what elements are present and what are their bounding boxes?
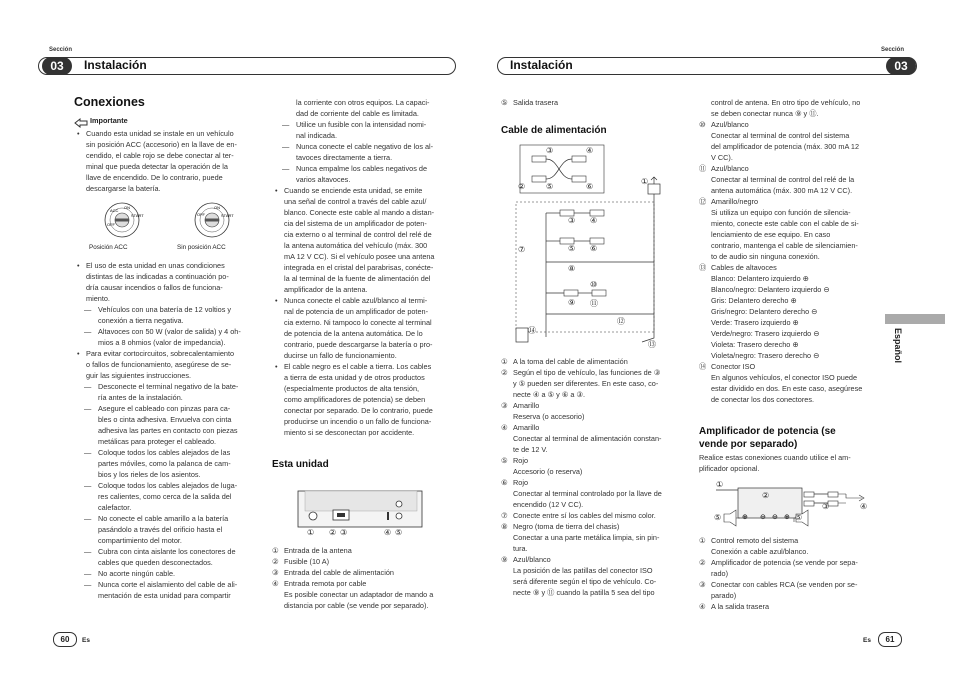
col2-line: — Nunca conecte el cable negativo de los al-	[272, 141, 462, 152]
col1b-line: bios y los rieles de los asientos.	[98, 470, 201, 479]
col1b-line: • El uso de esta unidad en unas condiciones	[74, 260, 264, 271]
col1b-line: — Desconecte el terminal negativo de la bate-	[74, 381, 264, 392]
col1-line: llave de encendido. De lo contrario, puede	[86, 173, 223, 182]
col1b-line: ría antes de la instalación.	[98, 393, 183, 402]
pc-label-2: ②	[518, 182, 526, 191]
col2-line: de potencia de la antena automática. De lo	[284, 329, 423, 338]
item-line: Amarillo/negro	[711, 197, 759, 206]
col2-line: cia externo o al terminal de control del relé de	[284, 230, 432, 239]
key-no-acc-illustration	[194, 202, 234, 238]
item-line: Reserva (o accesorio)	[513, 412, 585, 421]
col2-line: una señal de control a través del cable azul/	[284, 197, 427, 206]
svg-text:ON: ON	[124, 205, 130, 210]
col2-line: conectar por separado. De lo contrario, puede	[284, 406, 433, 415]
svg-text:⊕: ⊕	[742, 514, 748, 521]
pc-label-6b: ⑥	[590, 244, 598, 253]
item-line: contrario, mantenga el cable de silenciamien-	[711, 241, 858, 250]
item-line: Amarillo	[513, 423, 540, 432]
list-item	[699, 557, 885, 579]
col2-line: cia del sistema de un amplificador de poten-	[284, 219, 427, 228]
unit-item-text: Fusible (10 A)	[284, 557, 330, 566]
key-acc-illustration	[104, 202, 144, 238]
item-line: antena automática (máx. 300 mA 12 V CC).	[711, 186, 853, 195]
item-number: ②	[699, 558, 706, 567]
item-line: to de audio sin ninguna conexión.	[711, 252, 820, 261]
col2-line: • Cuando se enciende esta unidad, se emite	[272, 185, 462, 196]
svg-text:⊖: ⊖	[772, 514, 778, 521]
col1b-line: — Nunca corte el aislamiento del cable de ali-	[74, 579, 264, 590]
svg-text:OFF: OFF	[107, 222, 115, 227]
item-line: Cables de altavoces	[711, 263, 777, 272]
amplifier-heading	[699, 425, 889, 451]
item-line: y ⑤ pueden ser diferentes. En este caso, co-	[513, 379, 659, 388]
col2-line: amplificador de la antena.	[284, 285, 368, 294]
list-item	[501, 356, 691, 367]
important-icon	[74, 115, 88, 125]
pc-label-4b: ④	[590, 216, 598, 225]
amp-intro-line2: plificador opcional.	[699, 464, 760, 473]
item-line: Violeta/negro: Trasero derecho ⊖	[711, 351, 820, 360]
amp-label-4: ④	[860, 502, 868, 511]
pc-label-5a: ⑤	[546, 182, 554, 191]
col2-line: la antena automática del vehículo (máx. 300	[284, 241, 428, 250]
amp-label-5b: ⑤	[795, 513, 803, 522]
item-line: encendido (12 V CC).	[513, 500, 584, 509]
list-item	[501, 521, 691, 554]
unit-item-text: Entrada del cable de alimentación	[284, 568, 394, 577]
section-label-left: Sección	[49, 47, 73, 53]
pc-label-11: ⑪	[590, 299, 598, 308]
col2-line: a tierra de esta unidad y de otros productos	[284, 373, 425, 382]
col2-line: la al terminal de la fuente de alimentación del	[284, 274, 431, 283]
item-number: ⑦	[501, 511, 508, 520]
col1b-line: res calientes, como cerca de la salida del	[98, 492, 232, 501]
col1b-line: metálicas para proteger el cableado.	[98, 437, 217, 446]
amp-label-1: ①	[716, 480, 724, 489]
amplifier-heading-line1: Amplificador de potencia (se	[699, 426, 836, 437]
item-number: ③	[699, 580, 706, 589]
pc-label-1: ①	[641, 177, 649, 186]
unit-item-number: ③	[272, 568, 279, 577]
item-line: Si utiliza un equipo con función de silencia-	[711, 208, 851, 217]
list-item	[501, 367, 691, 400]
list-item	[501, 422, 691, 455]
list-item	[699, 579, 885, 601]
pc-label-12: ⑫	[617, 317, 625, 326]
pc-label-4a: ④	[586, 146, 594, 155]
page-number-left: 60	[53, 632, 77, 647]
item-number: ⑬	[699, 263, 707, 272]
col2-text	[272, 97, 462, 438]
item-number: ④	[699, 602, 706, 611]
col1b-line: — Vehículos con una batería de 12 voltios y	[74, 304, 264, 315]
col2-line: tavoces directamente a tierra.	[296, 153, 393, 162]
pc-label-8: ⑧	[568, 264, 576, 273]
pc-label-3: ③	[546, 146, 554, 155]
col1b-line: adhesiva las partes en contacto con piezas	[98, 426, 238, 435]
unit-label-2: ②	[329, 528, 337, 537]
svg-text:OFF: OFF	[197, 212, 205, 217]
amp-label-3: ③	[822, 502, 830, 511]
item-line: miento, conecte este cable con el cable de si-	[711, 219, 859, 228]
list-item	[699, 601, 885, 612]
item-line: Rojo	[513, 456, 529, 465]
amp-intro-line1: Realice estas conexiones cuando utilice el am-	[699, 453, 851, 462]
item-number: ⑧	[501, 522, 508, 531]
item-number: ⑥	[501, 478, 508, 487]
item-line: Violeta: Trasero derecho ⊕	[711, 340, 799, 349]
list-item	[699, 119, 885, 163]
rear-output-text: Salida trasera	[513, 98, 559, 107]
rear-output-number: ⑤	[501, 98, 508, 107]
item-line: será diferente según el tipo de vehículo. Co-	[513, 577, 657, 586]
col1b-line: — No acorte ningún cable.	[74, 568, 264, 579]
item-number: ①	[501, 357, 508, 366]
section-number-left: 03	[42, 57, 72, 75]
item-line: Conecte entre sí los cables del mismo color.	[513, 511, 656, 520]
acc-position-label: Posición ACC	[89, 244, 128, 251]
unit-note-line: Es posible conectar un adaptador de mando a	[284, 590, 434, 599]
power-cable-heading: Cable de alimentación	[501, 125, 607, 136]
col2-line: blanco. Conecte este cable al mando a distan-	[284, 208, 435, 217]
svg-text:START: START	[131, 213, 144, 218]
unit-item-number: ①	[272, 546, 279, 555]
unit-item	[272, 567, 462, 578]
col1b-line: • Para evitar cortocircuitos, sobrecalentamiento	[74, 348, 264, 359]
section-number-right: 03	[886, 57, 916, 75]
amplifier-intro	[699, 452, 885, 474]
unit-note-line: distancia por cable (se vende por separado).	[284, 601, 429, 610]
col2-line: varios altavoces.	[296, 175, 351, 184]
item-line: Conectar al terminal de control del relé de la	[711, 175, 855, 184]
language-side-tab	[885, 314, 945, 324]
item-number: ①	[699, 536, 706, 545]
col1-line: cendido, el cable rojo se debe conectar al ter-	[86, 151, 234, 160]
connections-heading: Conexiones	[74, 95, 145, 109]
list-item	[699, 196, 885, 262]
list-item	[699, 535, 885, 557]
item-line: necte ④ a ⑤ y ⑥ a ③.	[513, 390, 585, 399]
col1b-line: pasándolo a través del orificio hasta el	[98, 525, 223, 534]
item-line: Azul/blanco	[513, 555, 551, 564]
col2-line: ducirse un fallo de funcionamiento.	[284, 351, 397, 360]
item-line: Verde/negro: Trasero izquierdo ⊖	[711, 329, 820, 338]
col1b-line: — Coloque todos los cables alejados de las	[74, 447, 264, 458]
col2-line: cia externo. Ni tampoco lo conecte al terminal	[284, 318, 432, 327]
page-title-left: Instalación	[84, 58, 147, 72]
item-line: Rojo	[513, 478, 529, 487]
list-item	[501, 477, 691, 510]
this-unit-heading: Esta unidad	[272, 459, 329, 470]
item-line: control de antena. En otro tipo de vehículo, no	[711, 98, 861, 107]
unit-item	[272, 545, 462, 556]
svg-text:ACC: ACC	[110, 208, 119, 213]
item-line: V CC).	[711, 153, 733, 162]
col1b-text	[74, 260, 264, 601]
col2-line: producirse un incendio o un fallo de funciona-	[284, 417, 432, 426]
col1b-line: conexión a tierra negativa.	[98, 316, 184, 325]
col1b-line: guir las siguientes instrucciones.	[86, 371, 192, 380]
col2-line: nal indicada.	[296, 131, 337, 140]
item-number: ③	[501, 401, 508, 410]
pc-label-10: ⑩	[590, 280, 598, 289]
svg-text:⊖: ⊖	[760, 514, 766, 521]
item-line: Azul/blanco	[711, 120, 749, 129]
col2-line: nal de potencia de un amplificador de poten-	[284, 307, 429, 316]
pc-label-14: ⑭	[528, 326, 536, 335]
power-items-list	[501, 356, 691, 598]
pc-label-7: ⑦	[518, 245, 526, 254]
amplifier-heading-line2: vende por separado)	[699, 439, 798, 450]
item-number: ④	[501, 423, 508, 432]
unit-item	[272, 578, 462, 589]
page-number-right: 61	[878, 632, 902, 647]
item-line: Conectar a una parte metálica limpia, sin pin-	[513, 533, 660, 542]
col2-line: la corriente con otros equipos. La capaci-	[296, 98, 430, 107]
amp-items-list	[699, 535, 885, 612]
item-line: Control remoto del sistema	[711, 536, 799, 545]
item-line: Según el tipo de vehículo, las funciones de ③	[513, 368, 661, 377]
item-line: Amarillo	[513, 401, 540, 410]
col2-line: • El cable negro es el cable a tierra. Los cables	[272, 361, 462, 372]
item-number: ⑩	[699, 120, 706, 129]
no-acc-position-label: Sin posición ACC	[177, 244, 226, 251]
item-line: Blanco/negro: Delantero izquierdo ⊖	[711, 285, 830, 294]
item-line: A la salida trasera	[711, 602, 770, 611]
item-line: Negro (toma de tierra del chasis)	[513, 522, 620, 531]
pc-label-13: ⑬	[648, 340, 656, 349]
important-label: Importante	[90, 116, 128, 125]
unit-item-text: Entrada remota por cable	[284, 579, 367, 588]
unit-item-number: ②	[272, 557, 279, 566]
unit-label-1: ①	[307, 528, 315, 537]
list-item	[699, 163, 885, 196]
pc-label-9: ⑨	[568, 298, 576, 307]
item-number: ⑪	[699, 164, 707, 173]
col2-line: — Nunca empalme los cables negativos de	[272, 163, 462, 174]
item-line: Azul/blanco	[711, 164, 749, 173]
unit-label-5: ⑤	[395, 528, 403, 537]
col2-line: (especialmente productos de alta tensión,	[284, 384, 420, 393]
col2-line: dad de corriente del cable es limitada.	[296, 109, 419, 118]
item-line: rado)	[711, 569, 729, 578]
item-number: ⑤	[501, 456, 508, 465]
list-item	[501, 455, 691, 477]
col1b-line: cables que queden desconectados.	[98, 558, 213, 567]
col1b-line: mios a 8 ohmios (valor de impedancia).	[98, 338, 226, 347]
list-item	[699, 262, 885, 361]
language-side-label: Español	[893, 328, 903, 364]
item-number: ⑭	[699, 362, 707, 371]
item-line: tura.	[513, 544, 528, 553]
pc-label-6a: ⑥	[586, 182, 594, 191]
item-line: Conexión a cable azul/blanco.	[711, 547, 809, 556]
item-line: estar dividido en dos. En este caso, asegúrese	[711, 384, 863, 393]
item-number: ②	[501, 368, 508, 377]
item-line: La posición de las patillas del conector ISO	[513, 566, 653, 575]
item-line: Conector ISO	[711, 362, 756, 371]
col1b-line: partes móviles, como la palanca de cam-	[98, 459, 231, 468]
item-number: ⑫	[699, 197, 707, 206]
item-number: ⑨	[501, 555, 508, 564]
item-line: Conectar al terminal controlado por la llave de	[513, 489, 662, 498]
lang-footer-left: Es	[82, 637, 90, 644]
item-line: necte ⑨ y ⑪ cuando la patilla 5 sea del tipo	[513, 588, 655, 597]
col1b-line: — Asegure el cableado con pinzas para ca-	[74, 403, 264, 414]
section-label-right: Sección	[881, 47, 905, 53]
col2-line: mA 12 V CC). Si el vehículo posee una antena	[284, 252, 435, 261]
item-line: A la toma del cable de alimentación	[513, 357, 628, 366]
col1-line: descargarse la batería.	[86, 184, 161, 193]
svg-text:ON: ON	[214, 205, 220, 210]
col1b-line: — Cubra con cinta aislante los conectores de	[74, 546, 264, 557]
col1b-line: distintas de las indicadas a continuación po-	[86, 272, 229, 281]
svg-text:START: START	[221, 213, 234, 218]
item-line: Conectar al terminal de alimentación constan-	[513, 434, 662, 443]
list-item	[501, 400, 691, 422]
col1b-line: bles o cinta adhesiva. Envuelva con cinta	[98, 415, 232, 424]
item-line: lenciamiento de ese equipo. En caso	[711, 230, 831, 239]
col2-line: miento si se desconectan por accidente.	[284, 428, 415, 437]
item-line: se deben conectar nunca ⑨ y ⑪.	[711, 109, 819, 118]
item-line: Conectar con cables RCA (se venden por se-	[711, 580, 858, 589]
col1b-line: — Coloque todos los cables alejados de luga-	[74, 480, 264, 491]
col2-line: como amplificadores de potencia) se deben	[284, 395, 426, 404]
amplifier-diagram	[712, 482, 882, 532]
unit-item-number: ④	[272, 579, 279, 588]
lang-footer-right: Es	[863, 637, 871, 644]
list-item	[501, 510, 691, 521]
col1-text	[74, 128, 264, 194]
unit-label-3: ③	[340, 528, 348, 537]
unit-label-4: ④	[384, 528, 392, 537]
item-line: Blanco: Delantero izquierdo ⊕	[711, 274, 809, 283]
unit-items-list	[272, 545, 462, 611]
rear-output-item	[501, 97, 691, 108]
col1b-line: dría causar incendios o fallos de funciona-	[86, 283, 223, 292]
pc-label-5b: ⑤	[568, 244, 576, 253]
col1b-line: o fallos de funcionamiento, asegúrese de se-	[86, 360, 232, 369]
col2-line: — Utilice un fusible con la intensidad nomi-	[272, 119, 462, 130]
item-line: parado)	[711, 591, 737, 600]
col1b-line: compartimiento del motor.	[98, 536, 182, 545]
col1b-line: — Altavoces con 50 W (valor de salida) y 4 oh-	[74, 326, 264, 337]
amp-label-2: ②	[762, 491, 770, 500]
svg-text:⊕: ⊕	[784, 514, 790, 521]
item-line: de conectar los dos conectores.	[711, 395, 815, 404]
unit-rear-diagram	[297, 490, 423, 528]
col2-line: • Nunca conecte el cable azul/blanco al termi-	[272, 295, 462, 306]
col1b-line: miento.	[86, 294, 110, 303]
amp-label-5a: ⑤	[714, 513, 722, 522]
item-line: Gris: Delantero derecho ⊕	[711, 296, 797, 305]
item-line: En algunos vehículos, el conector ISO puede	[711, 373, 858, 382]
col1-line: • Cuando esta unidad se instale en un vehículo	[74, 128, 264, 139]
item-line: Conectar al terminal de control del sistema	[711, 131, 850, 140]
pc-label-3b: ③	[568, 216, 576, 225]
col2-line: integrada en el cristal del parabrisas, conécte-	[284, 263, 434, 272]
item-line: Accesorio (o reserva)	[513, 467, 583, 476]
item-line: Amplificador de potencia (se vende por sepa-	[711, 558, 858, 567]
item-line: del amplificador de potencia (máx. 300 mA 12	[711, 142, 860, 151]
unit-item-text: Entrada de la antena	[284, 546, 352, 555]
col4-list	[699, 97, 885, 405]
page-title-right: Instalación	[510, 58, 573, 72]
col1-line: minal que pueda detectar la operación de la	[86, 162, 228, 171]
item-line: te de 12 V.	[513, 445, 548, 454]
list-item	[699, 361, 885, 405]
col1-line: sin posición ACC (accesorio) en la llave de en-	[86, 140, 237, 149]
unit-item	[272, 556, 462, 567]
item-line: Verde: Trasero izquierdo ⊕	[711, 318, 799, 327]
col2-line: contrario, puede descargarse la batería o pro-	[284, 340, 433, 349]
col1b-line: calefactor.	[98, 503, 132, 512]
item-line: Gris/negro: Delantero derecho ⊖	[711, 307, 818, 316]
col1b-line: mentación de esta unidad para compartir	[98, 591, 231, 600]
list-item	[501, 554, 691, 598]
col1b-line: — No conecte el cable amarillo a la batería	[74, 513, 264, 524]
list-item	[699, 97, 885, 119]
